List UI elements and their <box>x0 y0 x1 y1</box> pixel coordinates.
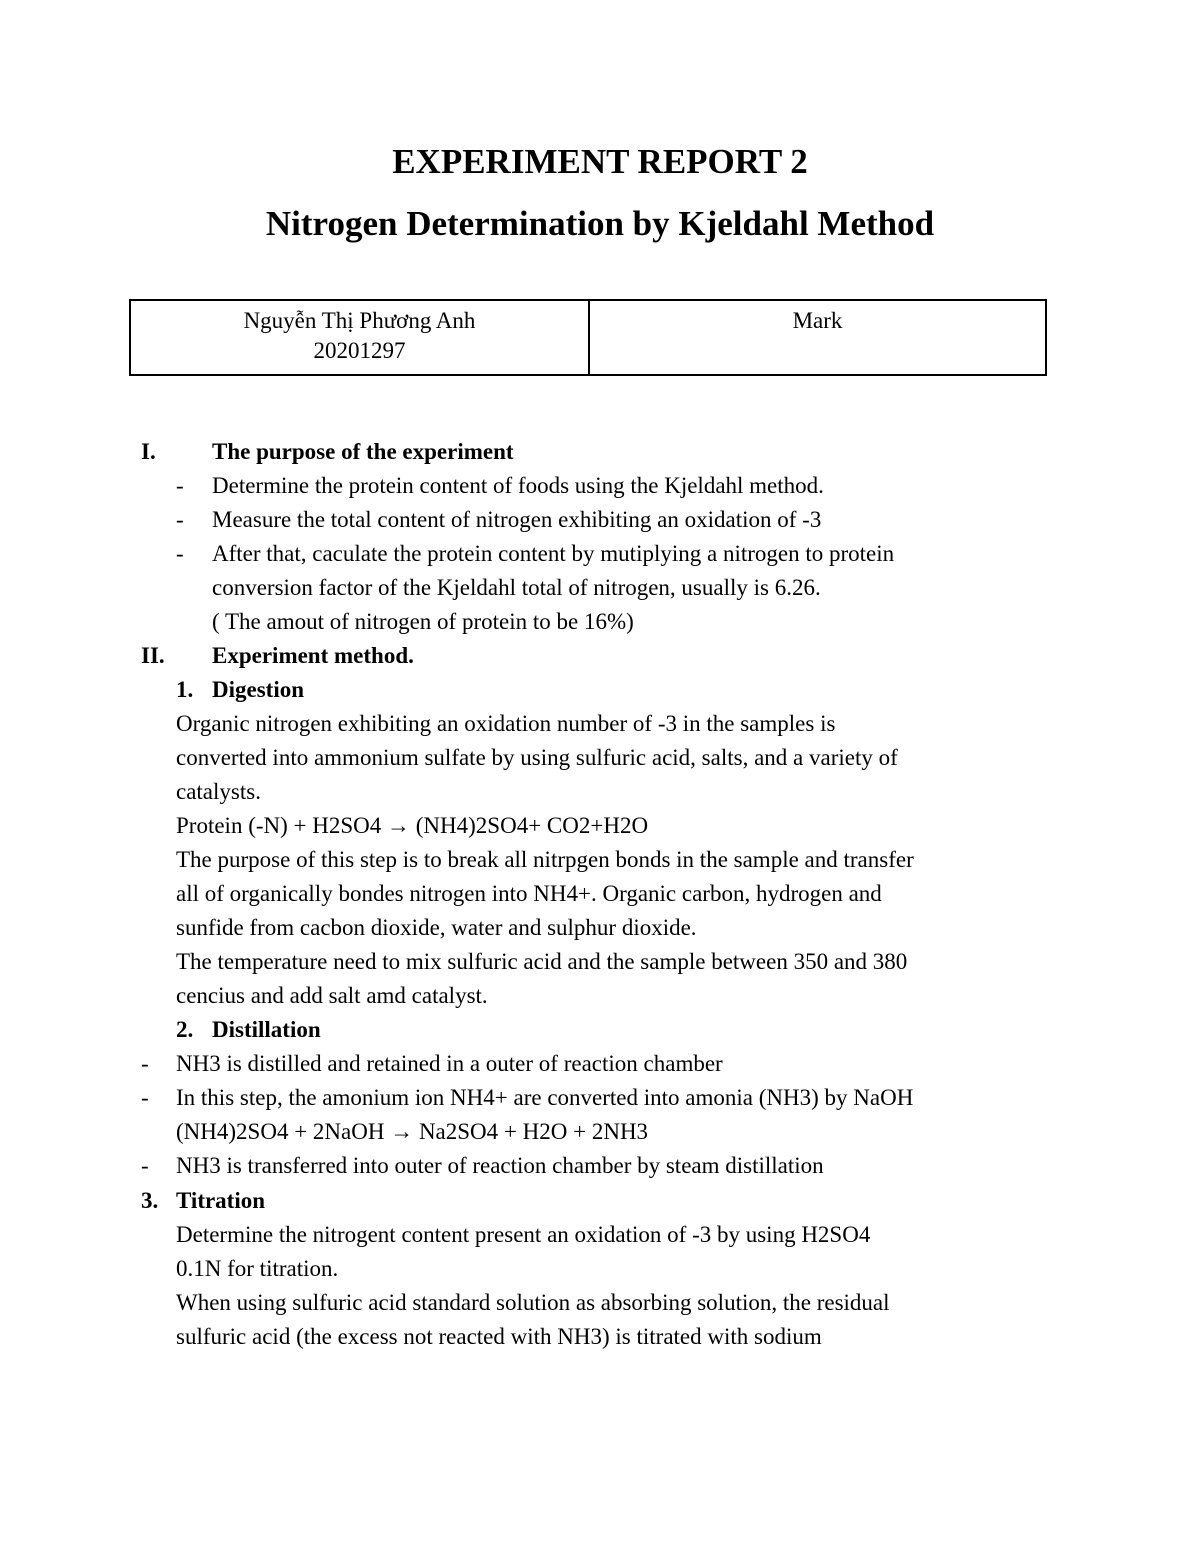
digestion-heading: Digestion <box>212 677 304 702</box>
digestion-line: cencius and add salt amd catalyst. <box>176 983 488 1008</box>
distillation-heading: Distillation <box>212 1017 321 1042</box>
distillation-equation: (NH4)2SO4 + 2NaOH → Na2SO4 + H2O + 2NH3 <box>176 1119 649 1144</box>
titration-line: sulfuric acid (the excess not reacted with NH3) is titrated with sodium <box>176 1324 822 1349</box>
titration-line: Determine the nitrogent content present an oxidation of -3 by using H2SO4 <box>176 1222 871 1247</box>
distillation-line: NH3 is transferred into outer of reaction chamber by steam distillation <box>176 1153 824 1178</box>
section2-heading: Experiment method. <box>212 643 414 668</box>
bullet-dash: - <box>141 1051 149 1076</box>
digestion-line: catalysts. <box>176 779 261 804</box>
mark-cell <box>590 301 1045 374</box>
info-table <box>129 299 1047 376</box>
section1-bullet: Determine the protein content of foods using the Kjeldahl method. <box>212 473 824 498</box>
digestion-line: The temperature need to mix sulfuric acid and the sample between 350 and 380 <box>176 949 908 974</box>
titration-line: When using sulfuric acid standard solution as absorbing solution, the residual <box>176 1290 890 1315</box>
digestion-line: Organic nitrogen exhibiting an oxidation number of -3 in the samples is <box>176 711 836 736</box>
report-subtitle: Nitrogen Determination by Kjeldahl Method <box>265 204 935 243</box>
bullet-dash: - <box>176 473 184 498</box>
section1-bullet: After that, caculate the protein content by mutiplying a nitrogen to protein <box>212 541 895 566</box>
digestion-line: The purpose of this step is to break all nitrpgen bonds in the sample and transfer <box>176 847 914 872</box>
section1-number: I. <box>141 439 156 464</box>
mark-label: Mark <box>792 308 843 333</box>
section1-bullet-cont: ( The amout of nitrogen of protein to be 16%) <box>212 609 634 634</box>
bullet-dash: - <box>141 1153 149 1178</box>
digestion-number: 1. <box>176 677 194 702</box>
digestion-line: sunfide from cacbon dioxide, water and sulphur dioxide. <box>176 915 697 940</box>
bullet-dash: - <box>176 541 184 566</box>
student-name: Nguyễn Thị Phương Anh <box>243 308 476 333</box>
bullet-dash: - <box>176 507 184 532</box>
titration-number: 3. <box>141 1188 159 1213</box>
report-title: EXPERIMENT REPORT 2 <box>392 142 808 181</box>
student-id: 20201297 <box>313 338 406 363</box>
section1-heading: The purpose of the experiment <box>212 439 514 464</box>
digestion-line: converted into ammonium sulfate by using sulfuric acid, salts, and a variety of <box>176 745 898 770</box>
titration-heading: Titration <box>176 1188 266 1213</box>
digestion-line: all of organically bondes nitrogen into NH4+. Organic carbon, hydrogen and <box>176 881 882 906</box>
bullet-dash: - <box>141 1085 149 1110</box>
student-cell <box>131 301 590 374</box>
distillation-number: 2. <box>176 1017 194 1042</box>
section2-number: II. <box>141 643 165 668</box>
section1-bullet: Measure the total content of nitrogen exhibiting an oxidation of -3 <box>212 507 822 532</box>
digestion-equation: Protein (-N) + H2SO4 → (NH4)2SO4+ CO2+H2O <box>176 813 649 838</box>
section1-bullet-cont: conversion factor of the Kjeldahl total of nitrogen, usually is 6.26. <box>212 575 821 600</box>
distillation-line: NH3 is distilled and retained in a outer of reaction chamber <box>176 1051 723 1076</box>
titration-line: 0.1N for titration. <box>176 1256 339 1281</box>
distillation-line: In this step, the amonium ion NH4+ are converted into amonia (NH3) by NaOH <box>176 1085 914 1110</box>
